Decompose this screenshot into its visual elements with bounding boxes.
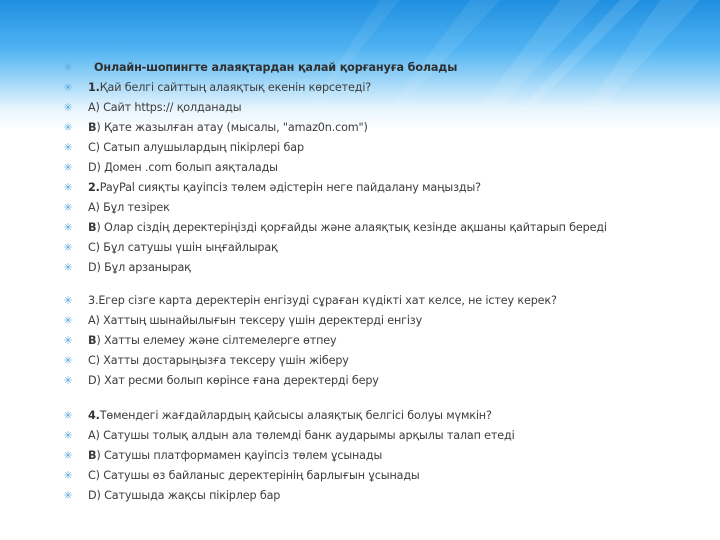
answer-text: ) Сатушы өз байланыс деректерінің барлығын ұсынады (95, 468, 420, 482)
asterisk-bullet-icon: ✳ (63, 260, 73, 274)
slide-title-row (62, 58, 457, 76)
question-number: 4. (88, 408, 100, 422)
answer-row (62, 238, 278, 256)
answer-letter: C (88, 468, 96, 482)
asterisk-bullet-icon: ✳ (63, 120, 73, 134)
answer-text: ) Хат ресми болып көрінсе ғана деректерді беру (96, 373, 379, 387)
answer-row (62, 466, 420, 484)
answer-text: ) Сайт https:// қолданады (95, 100, 242, 114)
answer-letter: D (88, 373, 97, 387)
answer-row (62, 218, 607, 236)
answer-letter: A (88, 200, 96, 214)
answer-text: ) Сатушыда жақсы пікірлер бар (96, 488, 281, 502)
asterisk-bullet-icon: ✳ (63, 200, 73, 214)
answer-letter: D (88, 488, 97, 502)
answer-letter: B (88, 220, 97, 234)
answer-row (62, 426, 515, 444)
answer-row (62, 351, 349, 369)
question-number: 1. (88, 80, 100, 94)
answer-row (62, 446, 382, 464)
answer-text: ) Домен .com болып аяқталады (96, 160, 278, 174)
asterisk-bullet-icon: ✳ (63, 60, 73, 74)
question-row (62, 291, 557, 309)
answer-text: ) Олар сіздің деректеріңізді қорғайды және алаяқтық кезінде ақшаны қайтарып береді (96, 220, 607, 234)
slide-content (62, 58, 702, 528)
question-text: Егер сізге карта деректерін енгізуді сұраған күдікті хат келсе, не істеу керек? (98, 293, 557, 307)
question-row (62, 178, 481, 196)
asterisk-bullet-icon: ✳ (63, 468, 73, 482)
question-row (62, 78, 371, 96)
answer-row (62, 371, 379, 389)
answer-row (62, 198, 170, 216)
asterisk-bullet-icon: ✳ (63, 240, 73, 254)
question-number: 3. (88, 293, 99, 307)
answer-letter: D (88, 260, 97, 274)
asterisk-bullet-icon: ✳ (63, 408, 73, 422)
answer-text: ) Хаттың шынайылығын тексеру үшін деректерді енгізу (95, 313, 423, 327)
asterisk-bullet-icon: ✳ (63, 333, 73, 347)
answer-text: ) Бұл арзанырақ (96, 260, 191, 274)
asterisk-bullet-icon: ✳ (63, 80, 73, 94)
answer-row (62, 331, 336, 349)
asterisk-bullet-icon: ✳ (63, 100, 73, 114)
answer-letter: D (88, 160, 97, 174)
answer-row (62, 258, 191, 276)
answer-text: ) Қате жазылған атау (мысалы, "amaz0n.com") (96, 120, 368, 134)
answer-text: ) Хатты елемеу және сілтемелерге өтпеу (96, 333, 337, 347)
asterisk-bullet-icon: ✳ (63, 448, 73, 462)
asterisk-bullet-icon: ✳ (63, 293, 73, 307)
answer-letter: A (88, 100, 96, 114)
answer-row (62, 158, 278, 176)
answer-row (62, 118, 368, 136)
question-text: PayPal сияқты қауіпсіз төлем әдістерін неге пайдалану маңызды? (99, 180, 481, 194)
asterisk-bullet-icon: ✳ (63, 488, 73, 502)
asterisk-bullet-icon: ✳ (63, 428, 73, 442)
asterisk-bullet-icon: ✳ (63, 313, 73, 327)
answer-row (62, 98, 241, 116)
answer-letter: C (88, 353, 96, 367)
question-text: Төмендегі жағдайлардың қайсысы алаяқтық белгісі болуы мүмкін? (99, 408, 492, 422)
answer-letter: C (88, 240, 96, 254)
asterisk-bullet-icon: ✳ (63, 140, 73, 154)
answer-letter: A (88, 428, 96, 442)
answer-row (62, 138, 304, 156)
asterisk-bullet-icon: ✳ (63, 180, 73, 194)
answer-letter: A (88, 313, 96, 327)
answer-text: ) Бұл тезірек (95, 200, 170, 214)
slide-title: Онлайн-шопингте алаяқтардан қалай қорғануға болады (94, 60, 458, 74)
asterisk-bullet-icon: ✳ (63, 220, 73, 234)
answer-text: ) Сатушы платформамен қауіпсіз төлем ұсынады (96, 448, 383, 462)
answer-text: ) Бұл сатушы үшін ыңғайлырақ (95, 240, 278, 254)
answer-row (62, 486, 280, 504)
question-number: 2. (88, 180, 100, 194)
question-text: Қай белгі сайттың алаяқтық екенін көрсетеді? (99, 80, 372, 94)
question-row (62, 406, 492, 424)
asterisk-bullet-icon: ✳ (63, 160, 73, 174)
answer-letter: B (88, 120, 97, 134)
answer-row (62, 311, 422, 329)
answer-letter: B (88, 448, 97, 462)
answer-text: ) Сатып алушылардың пікірлері бар (95, 140, 304, 154)
asterisk-bullet-icon: ✳ (63, 353, 73, 367)
asterisk-bullet-icon: ✳ (63, 373, 73, 387)
answer-text: ) Сатушы толық алдын ала төлемді банк аударымы арқылы талап етеді (95, 428, 515, 442)
answer-text: ) Хатты достарыңызға тексеру үшін жіберу (95, 353, 349, 367)
answer-letter: C (88, 140, 96, 154)
answer-letter: B (88, 333, 97, 347)
